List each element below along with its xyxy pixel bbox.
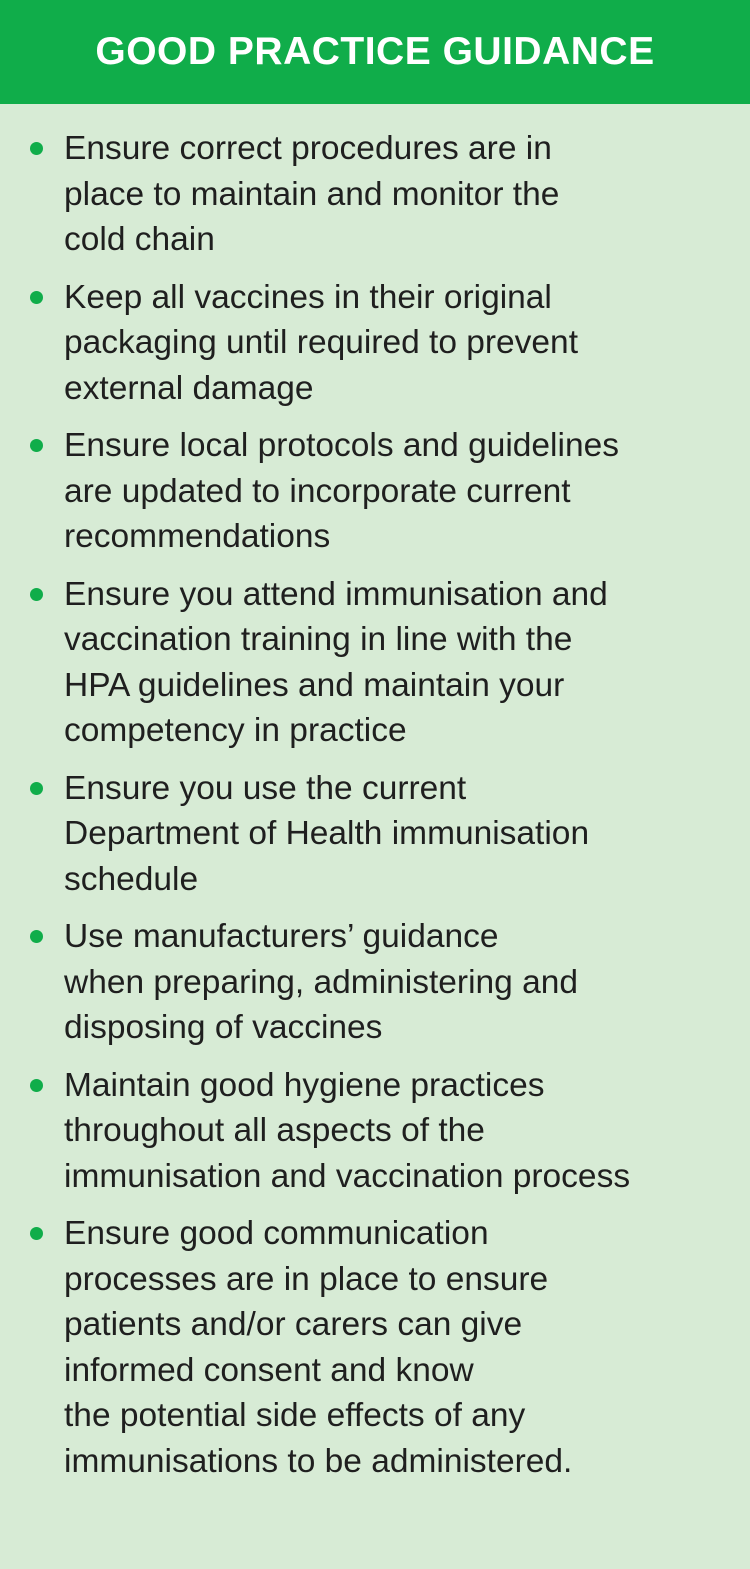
guidance-line: vaccination training in line with the	[64, 621, 573, 658]
guidance-item-text	[64, 126, 734, 263]
bullet-icon	[30, 291, 43, 304]
bullet-icon	[30, 930, 43, 943]
guidance-item	[0, 423, 750, 560]
guidance-item-text	[64, 766, 734, 903]
bullet-icon	[30, 439, 43, 452]
bullet-icon	[30, 1079, 43, 1092]
panel-title: GOOD PRACTICE GUIDANCE	[95, 30, 655, 73]
guidance-line: immunisations to be administered.	[64, 1442, 573, 1480]
guidance-line: when preparing, administering and	[64, 963, 578, 1001]
guidance-line: Department of Health immunisation	[64, 815, 590, 852]
guidance-line: external damage	[64, 369, 314, 407]
guidance-line: Maintain good hygiene practices	[64, 1066, 545, 1104]
guidance-list	[0, 104, 750, 1484]
guidance-line: competency in practice	[64, 712, 407, 749]
guidance-line: processes are in place to ensure	[64, 1260, 549, 1298]
guidance-line: place to maintain and monitor the	[64, 175, 560, 213]
guidance-line: disposing of vaccines	[64, 1009, 383, 1046]
guidance-line: Keep all vaccines in their original	[64, 278, 552, 316]
guidance-line: schedule	[64, 860, 199, 898]
guidance-line: Use manufacturers’ guidance	[64, 918, 499, 955]
guidance-line: informed consent and know	[64, 1351, 474, 1389]
guidance-line: Ensure good communication	[64, 1215, 489, 1252]
guidance-line: Ensure you use the current	[64, 769, 467, 807]
guidance-line: immunisation and vaccination process	[64, 1157, 631, 1195]
guidance-line: throughout all aspects of the	[64, 1112, 485, 1149]
guidance-line: patients and/or carers can give	[64, 1306, 523, 1343]
guidance-item	[0, 572, 750, 754]
guidance-item-text	[64, 1211, 734, 1484]
guidance-line: the potential side effects of any	[64, 1397, 526, 1434]
panel-header	[0, 0, 750, 104]
guidance-line: Ensure correct procedures are in	[64, 130, 552, 167]
guidance-line: are updated to incorporate current	[64, 472, 571, 510]
guidance-line: recommendations	[64, 518, 331, 555]
guidance-item-text	[64, 1063, 734, 1200]
bullet-icon	[30, 588, 43, 601]
guidance-item-text	[64, 914, 734, 1051]
guidance-item-text	[64, 275, 734, 412]
guidance-line: cold chain	[64, 221, 215, 258]
guidance-item	[0, 766, 750, 903]
bullet-icon	[30, 142, 43, 155]
guidance-item	[0, 1211, 750, 1484]
guidance-item	[0, 1063, 750, 1200]
guidance-item	[0, 126, 750, 263]
guidance-line: Ensure you attend immunisation and	[64, 575, 608, 613]
guidance-item-text	[64, 423, 734, 560]
guidance-line: packaging until required to prevent	[64, 324, 578, 361]
guidance-line: Ensure local protocols and guidelines	[64, 427, 619, 464]
guidance-item	[0, 914, 750, 1051]
guidance-item-text	[64, 572, 734, 754]
bullet-icon	[30, 1227, 43, 1240]
bullet-icon	[30, 782, 43, 795]
guidance-item	[0, 275, 750, 412]
guidance-line: HPA guidelines and maintain your	[64, 666, 565, 704]
